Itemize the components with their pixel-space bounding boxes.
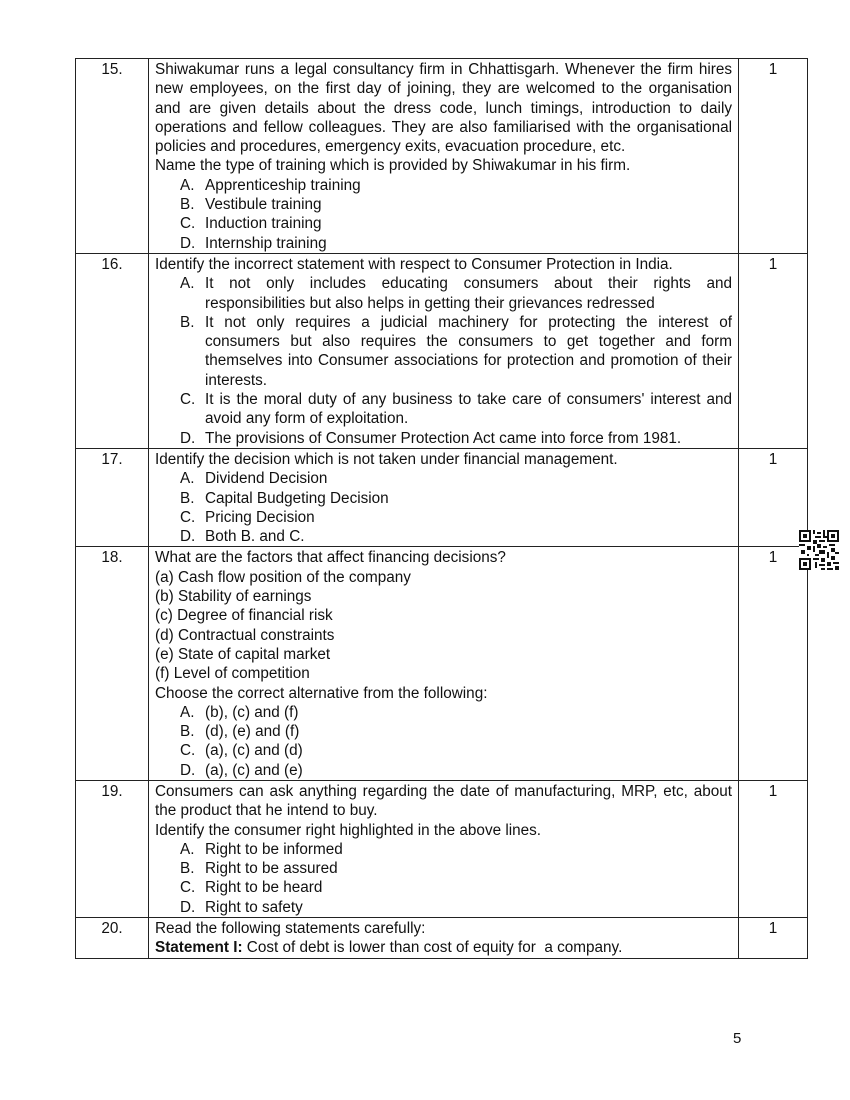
question-prompt: Identify the incorrect statement with respect to Consumer Protection in India. bbox=[155, 255, 673, 273]
question-number: 16. bbox=[76, 253, 149, 448]
question-number: 17. bbox=[76, 448, 149, 546]
question-prompt: Identify the decision which is not taken under financial management. bbox=[155, 450, 618, 468]
option-list bbox=[155, 703, 732, 780]
question-body bbox=[149, 780, 739, 917]
page-number: 5 bbox=[733, 1030, 742, 1047]
option: D. Internship training bbox=[180, 234, 327, 252]
option: C. (a), (c) and (d) bbox=[180, 742, 303, 760]
question-number: 18. bbox=[76, 547, 149, 781]
question-instruction: Choose the correct alternative from the following: bbox=[155, 684, 488, 702]
option: B. (d), (e) and (f) bbox=[180, 723, 300, 741]
question-row-16 bbox=[76, 253, 808, 448]
statement-text: Cost of debt is lower than cost of equity for a company. bbox=[242, 939, 623, 957]
option: B. Capital Budgeting Decision bbox=[180, 489, 389, 507]
question-body bbox=[149, 59, 739, 254]
question-marks: 1 bbox=[739, 780, 808, 917]
question-marks: 1 bbox=[739, 547, 808, 781]
question-prompt: Name the type of training which is provided by Shiwakumar in his firm. bbox=[155, 157, 631, 175]
question-text: Consumers can ask anything regarding the date of manufacturing, MRP, etc, about the product that he intend to buy. bbox=[155, 782, 732, 820]
option: C. Right to be heard bbox=[180, 879, 323, 897]
option: A. Dividend Decision bbox=[180, 470, 328, 488]
option: D. Right to safety bbox=[180, 898, 303, 916]
question-marks: 1 bbox=[739, 253, 808, 448]
option-list bbox=[155, 469, 732, 546]
option: A. It not only includes educating consumers about their rights and responsibilities but also helps in getting their grievances redressed bbox=[180, 275, 732, 312]
question-number: 19. bbox=[76, 780, 149, 917]
question-row-18 bbox=[76, 547, 808, 781]
option-list bbox=[155, 274, 732, 448]
factor-item: (b) Stability of earnings bbox=[155, 588, 312, 606]
question-row-20 bbox=[76, 918, 808, 959]
question-row-17 bbox=[76, 448, 808, 546]
option: D. (a), (c) and (e) bbox=[180, 761, 303, 779]
option: C. Pricing Decision bbox=[180, 508, 315, 526]
option: C. It is the moral duty of any business to take care of consumers' interest and avoid any form of exploitation. bbox=[180, 391, 732, 428]
factor-item: (c) Degree of financial risk bbox=[155, 607, 333, 625]
question-marks: 1 bbox=[739, 918, 808, 959]
statement-line bbox=[155, 938, 732, 957]
option: B. Right to be assured bbox=[180, 860, 338, 878]
option: A. Apprenticeship training bbox=[180, 176, 361, 194]
factor-item: (a) Cash flow position of the company bbox=[155, 568, 411, 586]
question-marks: 1 bbox=[739, 448, 808, 546]
option: B. Vestibule training bbox=[180, 196, 322, 214]
factor-item: (e) State of capital market bbox=[155, 645, 331, 663]
question-prompt: What are the factors that affect financing decisions? bbox=[155, 549, 506, 567]
option: B. It not only requires a judicial machinery for protecting the interest of consumers but also requires the consumers to get together and form themselves into Consumer associations for protection and promotion of their interests. bbox=[180, 313, 732, 389]
option: C. Induction training bbox=[180, 215, 322, 233]
question-body bbox=[149, 448, 739, 546]
question-number: 20. bbox=[76, 918, 149, 959]
option: D. The provisions of Consumer Protection Act came into force from 1981. bbox=[180, 429, 682, 447]
option-list bbox=[155, 176, 732, 253]
question-marks: 1 bbox=[739, 59, 808, 254]
factor-item: (f) Level of competition bbox=[155, 665, 310, 683]
question-row-15 bbox=[76, 59, 808, 254]
question-body bbox=[149, 253, 739, 448]
question-body bbox=[149, 918, 739, 959]
option: A. Right to be informed bbox=[180, 840, 343, 858]
question-row-19 bbox=[76, 780, 808, 917]
question-prompt: Identify the consumer right highlighted in the above lines. bbox=[155, 821, 542, 839]
qr-code-icon bbox=[799, 530, 839, 570]
question-number: 15. bbox=[76, 59, 149, 254]
option: A. (b), (c) and (f) bbox=[180, 703, 299, 721]
question-body bbox=[149, 547, 739, 781]
question-text: Shiwakumar runs a legal consultancy firm in Chhattisgarh. Whenever the firm hires new employees, on the first day of joining, they are welcomed to the organisation and are given details about the dress code, lunch timings, introduction to daily operations and fellow colleagues. They are also familiarised with the organisational policies and procedures, emergency exits, evacuation procedure, etc. bbox=[155, 61, 732, 156]
statement-label: Statement I: bbox=[155, 939, 243, 957]
question-table bbox=[75, 58, 808, 959]
option: D. Both B. and C. bbox=[180, 528, 305, 546]
option-list bbox=[155, 840, 732, 917]
question-prompt: Read the following statements carefully: bbox=[155, 920, 426, 938]
factor-item: (d) Contractual constraints bbox=[155, 626, 335, 644]
